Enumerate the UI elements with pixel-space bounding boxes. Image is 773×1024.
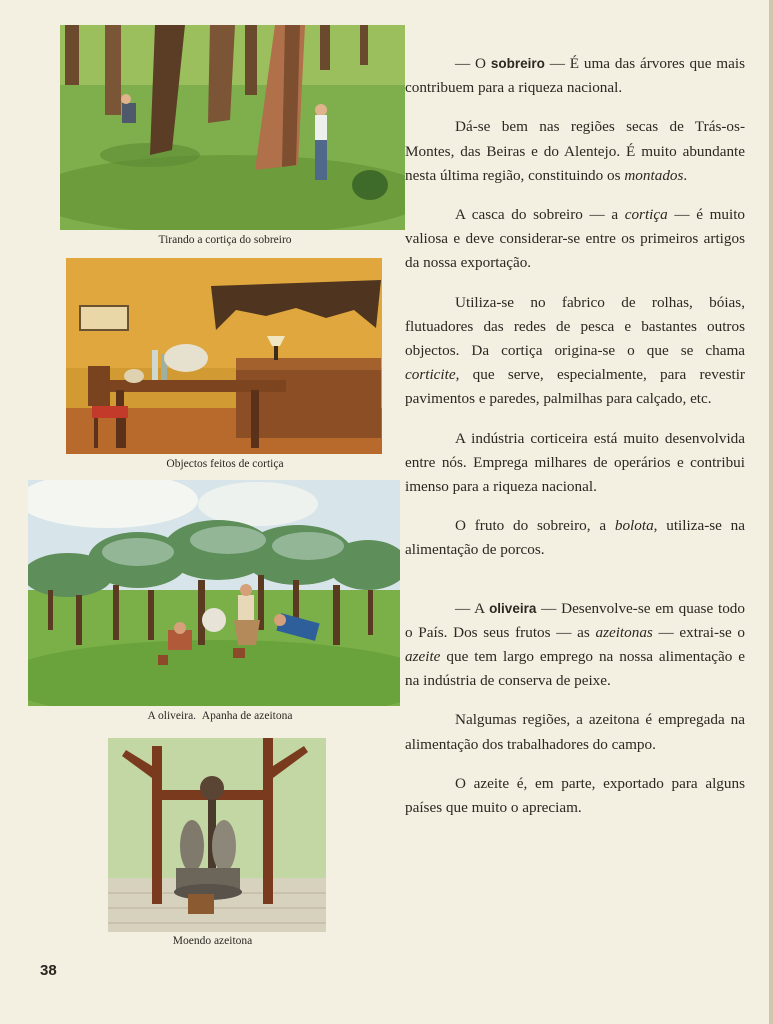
caption-olive-title: A oliveira. xyxy=(147,710,197,722)
term-corticite: corticite xyxy=(405,366,456,384)
regions-text: Dá-se bem nas regiões secas de Trás-os-Montes, das Beiras e do Alentejo. É muito abundante nesta última região, constituindo os xyxy=(405,118,745,184)
regions-end: . xyxy=(683,166,688,184)
term-bolota: bolota xyxy=(614,517,654,535)
page-number: 38 xyxy=(40,962,57,979)
term-azeite: azeite xyxy=(405,648,441,666)
paragraph-industry: A indústria corticeira está muito desenvolvida entre nós. Emprega milhares de operários e contribui imenso para a riqueza nacional. xyxy=(405,429,745,496)
page-edge xyxy=(769,0,773,1024)
cork-objects-illustration xyxy=(66,258,382,454)
paragraph-workers: Nalgumas regiões, a azeitona é empregada na alimentação dos trabalhadores do campo. xyxy=(405,711,745,753)
cortica-text-b: — é muito valiosa e deve considerar-se entre os primeiros artigos da nossa exportação. xyxy=(405,206,746,272)
olive-press-illustration xyxy=(108,738,326,932)
term-montados: montados xyxy=(624,166,684,184)
term-sobreiro: sobreiro xyxy=(490,56,545,71)
caption-cork-objects: Objectos feitos de cortiça xyxy=(166,458,284,470)
text-column xyxy=(405,52,745,835)
oliveira-text-c: que tem largo emprego na nossa alimentação e na indústria de conserva de peixe. xyxy=(405,648,745,690)
term-cortica: cortiça xyxy=(624,206,668,224)
caption-olive-harvest xyxy=(110,710,330,722)
paragraph-bolota xyxy=(405,514,745,562)
dash-o: — O xyxy=(455,55,491,72)
cortica-text-a: A casca do sobreiro — a xyxy=(455,206,625,224)
caption-olive-press: Moendo azeitona xyxy=(172,935,253,947)
caption-olive-subtitle: Apanha de azeitona xyxy=(201,710,293,722)
term-azeitonas: azeitonas xyxy=(595,623,653,641)
caption-cork-harvest: Tirando a cortiça do sobreiro xyxy=(158,234,292,246)
paragraph-export: O azeite é, em parte, exportado para alguns países que muito o apreciam. xyxy=(405,774,745,817)
paragraph-regions xyxy=(405,115,745,188)
paragraph-cortica xyxy=(405,203,745,276)
olive-harvest-illustration xyxy=(28,480,400,706)
paragraph-oliveira xyxy=(405,597,745,694)
bolota-text-a: O fruto do sobreiro, a xyxy=(455,517,615,535)
oliveira-text-a: — Desenvolve-se em quase todo o País. Dos seus frutos — as xyxy=(405,599,745,641)
sobreiro-intro-text: — É uma das árvores que mais contribuem para a riqueza nacional. xyxy=(405,55,745,97)
dash-a: — A xyxy=(455,599,490,617)
uses-text-b: , que serve, especialmente, para revestir pavimentos e paredes, palmilhas para calçado, etc. xyxy=(405,366,745,408)
oliveira-text-b: — extrai-se o xyxy=(652,623,746,641)
uses-text-a: Utiliza-se no fabrico de rolhas, bóias, flutuadores das redes de pesca e bastantes outros objectos. Da cortiça origina-se o que se chama xyxy=(405,293,745,360)
term-oliveira: oliveira xyxy=(489,600,537,616)
bolota-text-b: , utiliza-se na alimentação de porcos. xyxy=(405,517,746,559)
cork-harvest-illustration xyxy=(60,25,405,230)
paragraph-uses xyxy=(405,291,745,412)
paragraph-sobreiro-intro xyxy=(405,52,745,100)
